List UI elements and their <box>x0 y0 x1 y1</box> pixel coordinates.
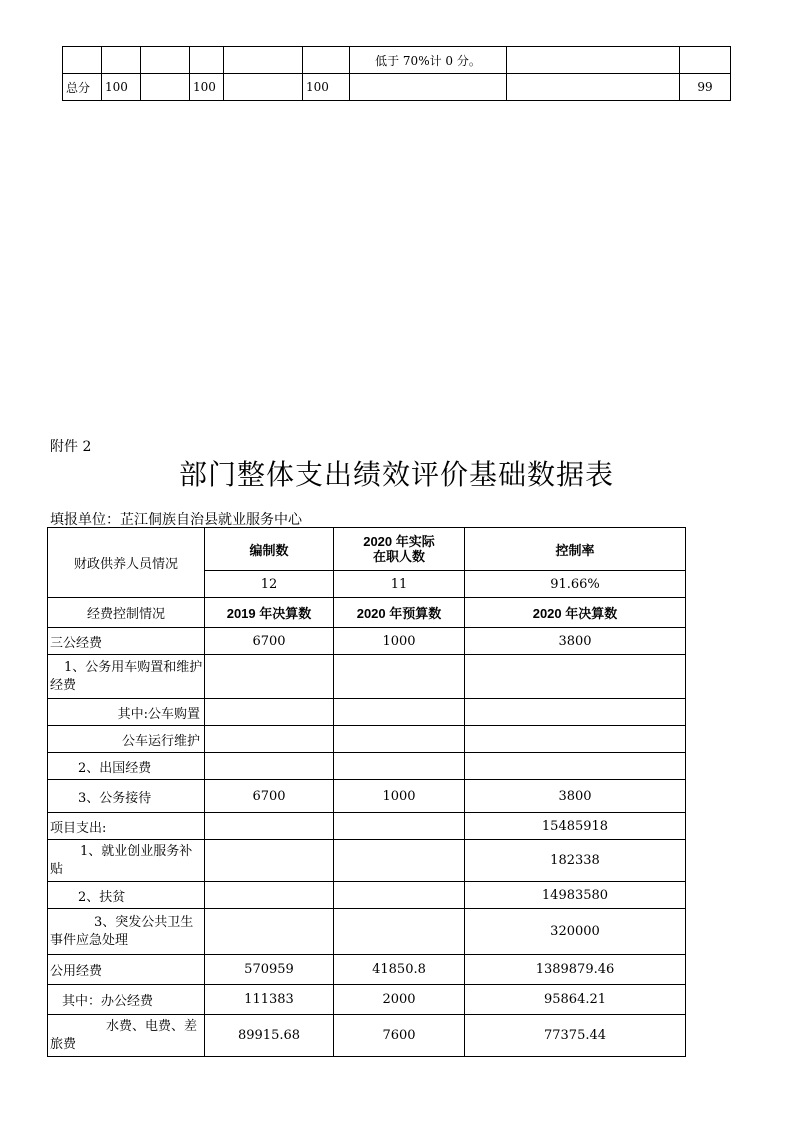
row-cell <box>465 699 686 726</box>
row-cell: 7600 <box>334 1015 465 1057</box>
row-cell <box>465 726 686 753</box>
row-cell <box>205 882 334 909</box>
staff-value-1: 12 <box>205 571 334 598</box>
row-cell <box>205 699 334 726</box>
criteria-text: 低于 70%计 0 分。 <box>350 47 507 74</box>
table-row <box>48 955 686 985</box>
total-score-2: 100 <box>190 74 224 101</box>
row-cell <box>205 726 334 753</box>
row-cell <box>334 726 465 753</box>
row-cell: 3800 <box>465 628 686 655</box>
attachment-label: 附件 2 <box>50 439 92 455</box>
row-cell: 6700 <box>205 780 334 813</box>
row-label: 1、公务用车购置和维护经费 <box>48 655 205 699</box>
row-cell <box>205 840 334 882</box>
table-row <box>48 753 686 780</box>
staff-header-row <box>48 528 686 571</box>
row-cell <box>334 699 465 726</box>
staff-value-2: 11 <box>334 571 465 598</box>
row-cell: 182338 <box>465 840 686 882</box>
row-cell: 3800 <box>465 780 686 813</box>
row-label: 项目支出: <box>48 813 205 840</box>
row-cell: 77375.44 <box>465 1015 686 1057</box>
row-cell: 41850.8 <box>334 955 465 985</box>
total-score-1: 100 <box>102 74 141 101</box>
staff-col-2 <box>334 528 465 571</box>
row-cell: 111383 <box>205 985 334 1015</box>
row-cell: 1000 <box>334 628 465 655</box>
row-label: 其中：办公经费 <box>48 985 205 1015</box>
row-cell: 2000 <box>334 985 465 1015</box>
row-label: 1、就业创业服务补贴 <box>48 840 205 882</box>
row-cell <box>205 753 334 780</box>
expense-header-row <box>48 598 686 628</box>
row-cell <box>465 655 686 699</box>
filler-unit: 填报单位：芷江侗族自治县就业服务中心 <box>50 512 302 528</box>
table-row <box>48 882 686 909</box>
row-cell <box>334 655 465 699</box>
row-label: 3、突发公共卫生事件应急处理 <box>48 909 205 955</box>
staff-col-3: 控制率 <box>465 528 686 571</box>
table-row <box>63 47 731 74</box>
expense-col-2: 2020 年预算数 <box>334 598 465 628</box>
row-label: 水费、电费、差旅费 <box>48 1015 205 1057</box>
row-label: 3、公务接待 <box>48 780 205 813</box>
row-cell: 89915.68 <box>205 1015 334 1057</box>
total-score-3: 100 <box>303 74 350 101</box>
row-cell: 95864.21 <box>465 985 686 1015</box>
table-row <box>48 628 686 655</box>
expense-col-3: 2020 年决算数 <box>465 598 686 628</box>
total-row <box>63 74 731 101</box>
table-row <box>48 909 686 955</box>
table-row <box>48 840 686 882</box>
staff-col-1: 编制数 <box>205 528 334 571</box>
total-label: 总分 <box>63 74 102 101</box>
row-label: 公用经费 <box>48 955 205 985</box>
row-cell <box>334 753 465 780</box>
row-cell <box>465 753 686 780</box>
expense-label: 经费控制情况 <box>48 598 205 628</box>
expense-col-1: 2019 年决算数 <box>205 598 334 628</box>
row-cell: 570959 <box>205 955 334 985</box>
score-table <box>62 46 731 101</box>
row-label: 2、出国经费 <box>48 753 205 780</box>
table-row <box>48 813 686 840</box>
data-table <box>47 527 686 1057</box>
row-cell <box>334 813 465 840</box>
row-cell <box>205 909 334 955</box>
staff-label: 财政供养人员情况 <box>48 528 205 598</box>
table-row <box>48 780 686 813</box>
row-cell: 14983580 <box>465 882 686 909</box>
row-cell: 1000 <box>334 780 465 813</box>
row-cell: 6700 <box>205 628 334 655</box>
row-cell <box>205 813 334 840</box>
total-score-final: 99 <box>680 74 731 101</box>
table-row <box>48 655 686 699</box>
row-cell <box>334 882 465 909</box>
table-row <box>48 726 686 753</box>
row-cell <box>334 840 465 882</box>
staff-value-3: 91.66% <box>465 571 686 598</box>
row-label: 公车运行维护 <box>48 726 205 753</box>
row-cell: 1389879.46 <box>465 955 686 985</box>
row-cell: 15485918 <box>465 813 686 840</box>
row-cell <box>334 909 465 955</box>
table-row <box>48 1015 686 1057</box>
row-cell: 320000 <box>465 909 686 955</box>
page-title: 部门整体支出绩效评价基础数据表 <box>178 458 614 491</box>
row-label: 其中:公车购置 <box>48 699 205 726</box>
row-cell <box>205 655 334 699</box>
staff-col-2-line1: 2020 年实际 <box>363 534 435 549</box>
staff-col-2-line2: 在职人数 <box>372 549 425 564</box>
row-label: 三公经费 <box>48 628 205 655</box>
table-row <box>48 699 686 726</box>
table-row <box>48 985 686 1015</box>
row-label: 2、扶贫 <box>48 882 205 909</box>
